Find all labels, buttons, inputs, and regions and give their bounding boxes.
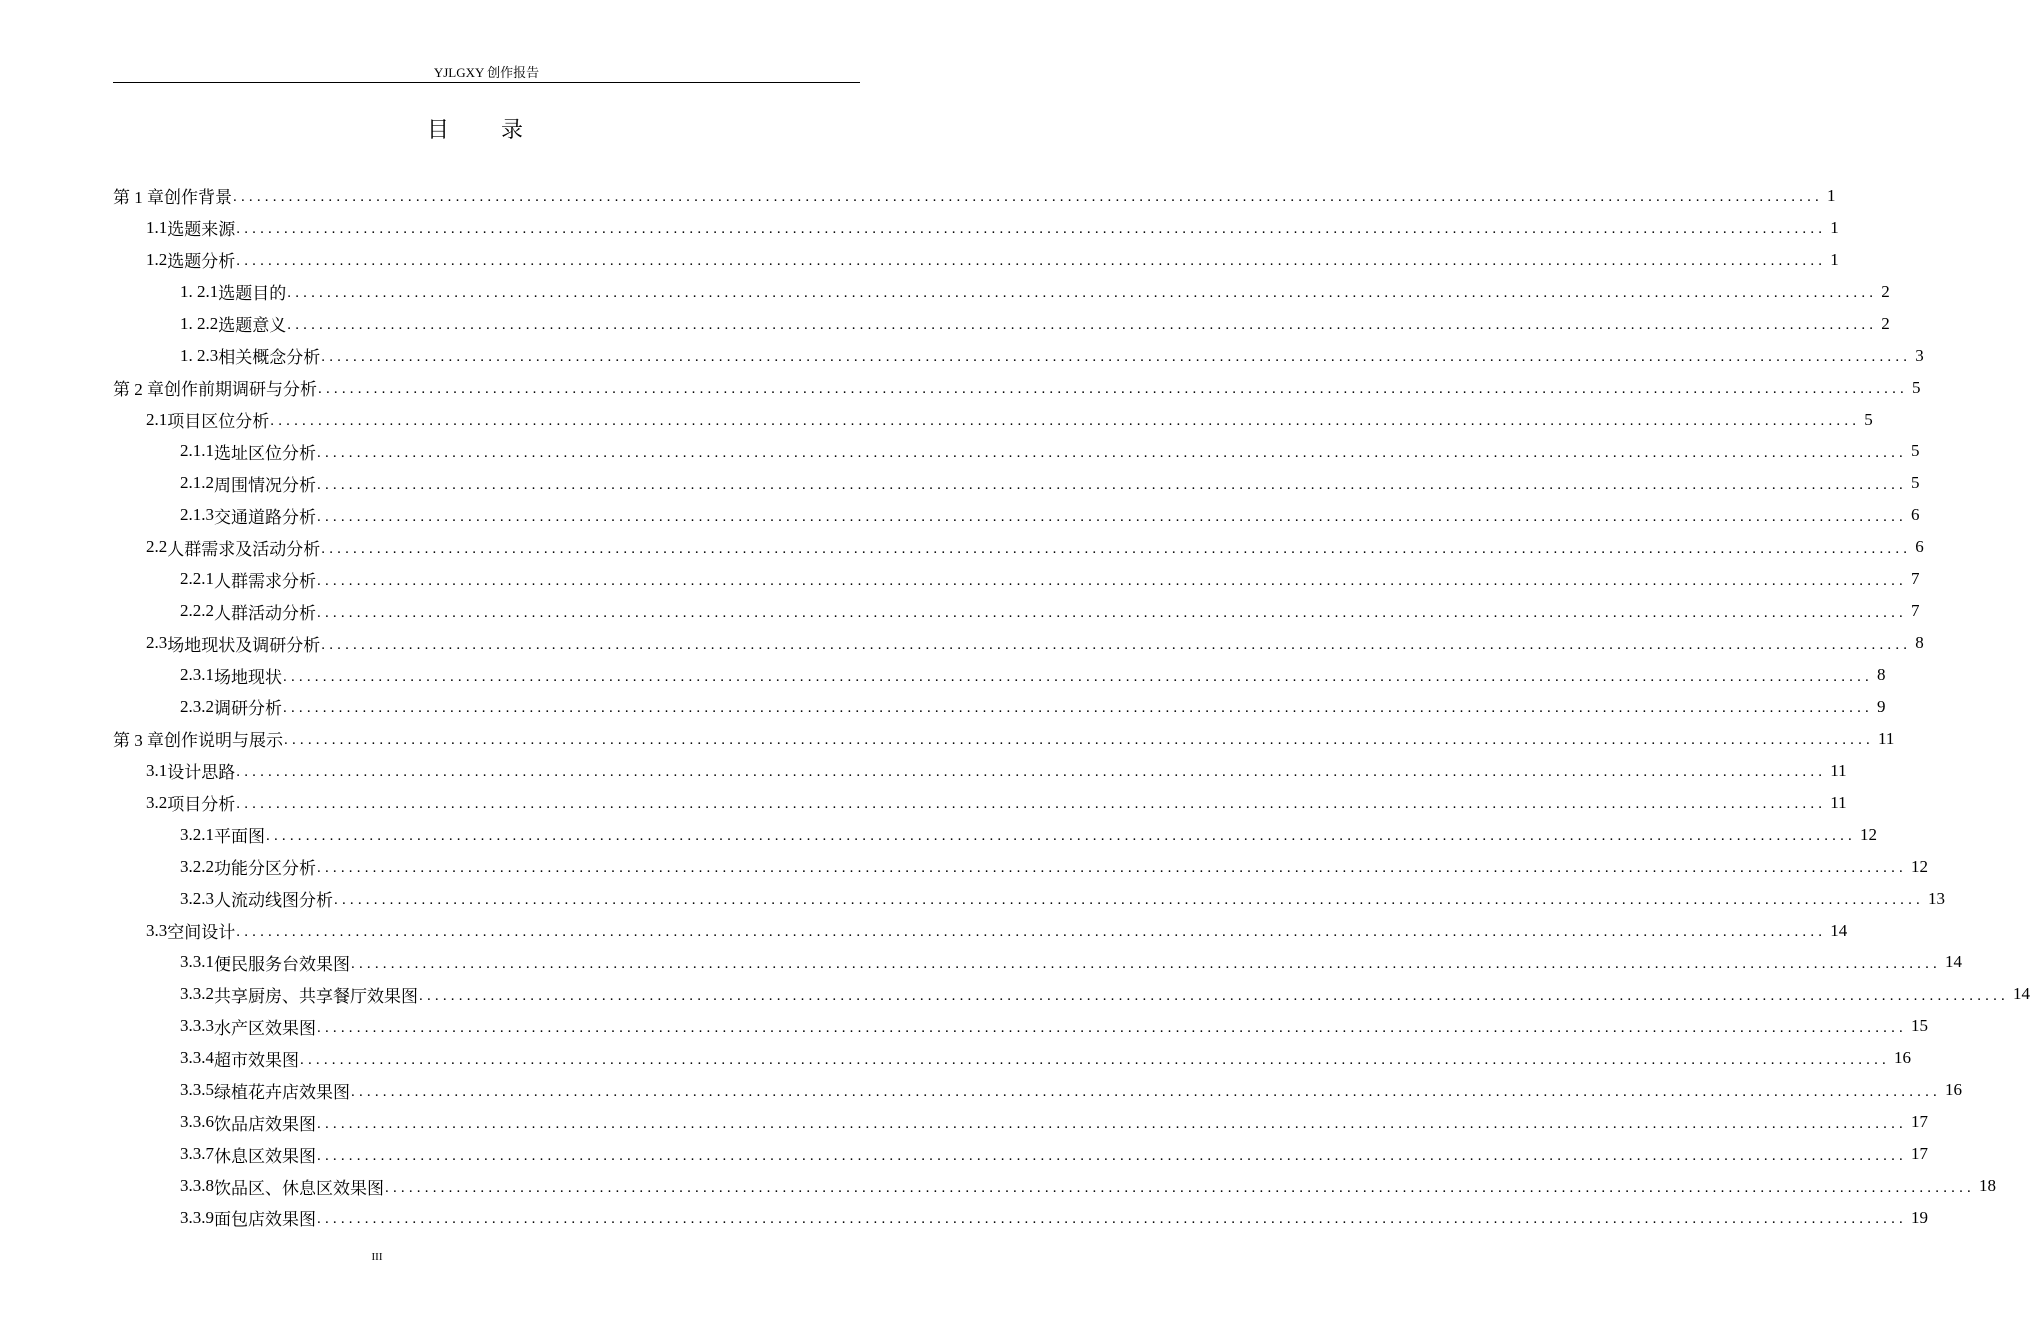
toc-entry-label: 绿植花卉店效果图 bbox=[214, 1082, 350, 1102]
toc-dot-leader: ........................................................................................................................................................................................................ bbox=[236, 764, 1827, 781]
toc-entry[interactable] bbox=[113, 340, 1924, 372]
toc-entry-number: 1. 2.3 bbox=[180, 345, 219, 365]
toc-entry[interactable] bbox=[113, 755, 1847, 787]
toc-entry[interactable] bbox=[113, 404, 1873, 436]
toc-entry-page: 7 bbox=[1911, 601, 1920, 621]
toc-entry[interactable] bbox=[113, 659, 1886, 691]
toc-entry-page: 6 bbox=[1911, 505, 1920, 525]
toc-entry-number: 2.2.2 bbox=[180, 601, 214, 621]
toc-entry-label: 休息区效果图 bbox=[214, 1146, 316, 1166]
toc-entry-number: 2.2.1 bbox=[180, 569, 214, 589]
toc-entry-label: 饮品区、休息区效果图 bbox=[214, 1178, 384, 1198]
toc-entry-label: 选题分析 bbox=[167, 252, 236, 272]
toc-entry-number: 1.2 bbox=[146, 249, 168, 269]
toc-entry-number: 1.1 bbox=[146, 217, 168, 237]
toc-entry[interactable] bbox=[113, 851, 1928, 883]
toc-dot-leader: ........................................................................................................................................................................................................ bbox=[317, 1147, 1907, 1164]
toc-entry-label: 面包店效果图 bbox=[214, 1210, 316, 1230]
toc-entry-label: 超市效果图 bbox=[214, 1050, 299, 1070]
toc-dot-leader: ........................................................................................................................................................................................................ bbox=[233, 189, 1823, 206]
toc-entry-number: 3.3.4 bbox=[180, 1048, 214, 1068]
toc-entry-page: 17 bbox=[1911, 1144, 1928, 1164]
toc-entry-number: 第 1 章 bbox=[113, 188, 164, 208]
toc-entry-label: 选题来源 bbox=[167, 220, 236, 240]
toc-dot-leader: ........................................................................................................................................................................................................ bbox=[284, 732, 1874, 749]
toc-entry-label: 选题意义 bbox=[218, 316, 287, 336]
toc-dot-leader: ........................................................................................................................................................................................................ bbox=[318, 381, 1908, 398]
toc-entry-label: 人群需求及活动分析 bbox=[167, 539, 321, 559]
toc-entry-page: 5 bbox=[1911, 441, 1920, 461]
toc-entry-page: 6 bbox=[1915, 537, 1924, 557]
toc-entry[interactable] bbox=[113, 436, 1920, 468]
toc-entry[interactable] bbox=[113, 531, 1924, 563]
toc-entry[interactable] bbox=[113, 372, 1921, 404]
toc-entry[interactable] bbox=[113, 180, 1836, 212]
toc-entry-number: 2.1.1 bbox=[180, 441, 214, 461]
toc-dot-leader: ........................................................................................................................................................................................................ bbox=[236, 796, 1827, 813]
toc-entry-label: 场地现状 bbox=[214, 667, 282, 687]
toc-entry[interactable] bbox=[113, 627, 1924, 659]
toc-entry-number: 1. 2.1 bbox=[180, 281, 219, 301]
toc-dot-leader: ........................................................................................................................................................................................................ bbox=[419, 987, 2009, 1004]
header-rule bbox=[113, 82, 860, 83]
toc-entry-page: 14 bbox=[1830, 920, 1848, 940]
toc-entry[interactable] bbox=[113, 563, 1920, 595]
toc-entry-page: 5 bbox=[1912, 377, 1921, 397]
toc-entry-page: 11 bbox=[1878, 728, 1895, 748]
toc-entry[interactable] bbox=[113, 308, 1890, 340]
table-of-contents bbox=[113, 180, 2030, 1234]
toc-entry[interactable] bbox=[113, 691, 1886, 723]
toc-entry-page: 5 bbox=[1864, 409, 1873, 429]
toc-entry-number: 2.1.3 bbox=[180, 505, 214, 525]
toc-entry[interactable] bbox=[113, 1042, 1911, 1074]
toc-entry-number: 2.1 bbox=[146, 409, 168, 429]
toc-entry-page: 11 bbox=[1830, 760, 1847, 780]
toc-dot-leader: ........................................................................................................................................................................................................ bbox=[317, 1019, 1907, 1036]
toc-entry-label: 人流动线图分析 bbox=[214, 891, 333, 911]
toc-entry-number: 2.2 bbox=[146, 537, 168, 557]
toc-entry-page: 1 bbox=[1830, 217, 1839, 237]
toc-dot-leader: ........................................................................................................................................................................................................ bbox=[321, 540, 1912, 557]
toc-entry[interactable] bbox=[113, 915, 1848, 947]
toc-entry-page: 8 bbox=[1877, 665, 1886, 685]
toc-entry-label: 共享厨房、共享餐厅效果图 bbox=[214, 986, 418, 1006]
toc-dot-leader: ........................................................................................................................................................................................................ bbox=[317, 572, 1907, 589]
toc-entry[interactable] bbox=[113, 467, 1920, 499]
toc-entry-page: 1 bbox=[1827, 185, 1836, 205]
toc-dot-leader: ........................................................................................................................................................................................................ bbox=[334, 892, 1924, 909]
toc-dot-leader: ........................................................................................................................................................................................................ bbox=[351, 955, 1941, 972]
toc-entry-label: 项目分析 bbox=[167, 795, 236, 815]
toc-title-char-1: 目 bbox=[426, 117, 449, 142]
toc-entry-label: 选题目的 bbox=[218, 284, 287, 304]
toc-entry-label: 周围情况分析 bbox=[214, 475, 316, 495]
toc-entry-number: 3.2.1 bbox=[180, 824, 214, 844]
toc-entry-page: 8 bbox=[1915, 633, 1924, 653]
toc-entry-label: 空间设计 bbox=[167, 923, 236, 943]
toc-entry-number: 2.3.1 bbox=[180, 665, 214, 685]
toc-entry-number: 2.3 bbox=[146, 633, 168, 653]
toc-entry-page: 14 bbox=[2013, 984, 2030, 1004]
toc-entry-label: 项目区位分析 bbox=[167, 412, 270, 432]
toc-entry-number: 3.2 bbox=[146, 792, 168, 812]
toc-entry[interactable] bbox=[113, 819, 1877, 851]
toc-entry-number: 3.3.3 bbox=[180, 1016, 214, 1036]
toc-entry[interactable] bbox=[113, 1138, 1928, 1170]
toc-entry-label: 功能分区分析 bbox=[214, 859, 316, 879]
toc-entry[interactable] bbox=[113, 883, 1945, 915]
toc-dot-leader: ........................................................................................................................................................................................................ bbox=[351, 1083, 1941, 1100]
toc-dot-leader: ........................................................................................................................................................................................................ bbox=[317, 508, 1907, 525]
toc-entry-page: 15 bbox=[1911, 1016, 1928, 1036]
toc-dot-leader: ........................................................................................................................................................................................................ bbox=[317, 444, 1907, 461]
toc-entry-number: 2.3.2 bbox=[180, 696, 214, 716]
toc-dot-leader: ........................................................................................................................................................................................................ bbox=[321, 636, 1912, 653]
toc-dot-leader: ........................................................................................................................................................................................................ bbox=[270, 413, 1861, 430]
toc-entry-page: 18 bbox=[1979, 1176, 1996, 1196]
toc-dot-leader: ........................................................................................................................................................................................................ bbox=[317, 1115, 1907, 1132]
toc-entry-page: 16 bbox=[1945, 1080, 1962, 1100]
toc-entry-page: 9 bbox=[1877, 696, 1886, 716]
toc-entry-number: 3.3.9 bbox=[180, 1207, 214, 1227]
toc-dot-leader: ........................................................................................................................................................................................................ bbox=[321, 349, 1912, 366]
toc-entry[interactable] bbox=[113, 244, 1839, 276]
toc-dot-leader: ........................................................................................................................................................................................................ bbox=[300, 1051, 1890, 1068]
toc-entry-label: 交通道路分析 bbox=[214, 507, 316, 527]
toc-dot-leader: ........................................................................................................................................................................................................ bbox=[236, 253, 1827, 270]
toc-entry-number: 2.1.2 bbox=[180, 473, 214, 493]
toc-entry-number: 第 2 章 bbox=[113, 380, 164, 400]
toc-entry-label: 便民服务台效果图 bbox=[214, 954, 350, 974]
toc-dot-leader: ........................................................................................................................................................................................................ bbox=[266, 828, 1856, 845]
toc-entry-label: 人群需求分析 bbox=[214, 571, 316, 591]
toc-entry-label: 设计思路 bbox=[167, 763, 236, 783]
toc-entry-page: 12 bbox=[1911, 856, 1928, 876]
toc-entry-number: 3.3 bbox=[146, 920, 168, 940]
toc-entry[interactable] bbox=[113, 595, 1920, 627]
toc-entry[interactable] bbox=[113, 723, 1895, 755]
toc-entry-page: 3 bbox=[1915, 345, 1924, 365]
toc-entry-label: 创作背景 bbox=[164, 188, 232, 208]
toc-entry[interactable] bbox=[113, 787, 1847, 819]
toc-entry-page: 19 bbox=[1911, 1207, 1928, 1227]
toc-entry-page: 2 bbox=[1881, 313, 1890, 333]
toc-dot-leader: ........................................................................................................................................................................................................ bbox=[317, 1211, 1907, 1228]
toc-entry-label: 人群活动分析 bbox=[214, 603, 316, 623]
toc-entry[interactable] bbox=[113, 276, 1890, 308]
toc-dot-leader: ........................................................................................................................................................................................................ bbox=[236, 221, 1827, 238]
toc-entry[interactable] bbox=[113, 1074, 1962, 1106]
toc-entry-label: 创作说明与展示 bbox=[164, 731, 283, 751]
toc-entry-label: 相关概念分析 bbox=[218, 348, 321, 368]
toc-title-char-2: 录 bbox=[501, 117, 524, 142]
toc-dot-leader: ........................................................................................................................................................................................................ bbox=[287, 285, 1878, 302]
toc-entry-label: 平面图 bbox=[214, 827, 265, 847]
toc-entry-label: 场地现状及调研分析 bbox=[167, 635, 321, 655]
toc-entry-label: 饮品店效果图 bbox=[214, 1114, 316, 1134]
toc-title bbox=[0, 114, 950, 146]
toc-entry-number: 3.1 bbox=[146, 760, 168, 780]
toc-entry-number: 3.2.2 bbox=[180, 856, 214, 876]
toc-dot-leader: ........................................................................................................................................................................................................ bbox=[317, 476, 1907, 493]
toc-entry[interactable] bbox=[113, 499, 1920, 531]
toc-entry-number: 3.3.7 bbox=[180, 1144, 214, 1164]
toc-entry-page: 2 bbox=[1881, 281, 1890, 301]
toc-entry-page: 12 bbox=[1860, 824, 1877, 844]
toc-entry-page: 5 bbox=[1911, 473, 1920, 493]
toc-dot-leader: ........................................................................................................................................................................................................ bbox=[283, 668, 1873, 685]
toc-entry-number: 3.3.2 bbox=[180, 984, 214, 1004]
toc-entry-page: 1 bbox=[1830, 249, 1839, 269]
toc-dot-leader: ........................................................................................................................................................................................................ bbox=[385, 1179, 1975, 1196]
toc-entry-number: 3.3.5 bbox=[180, 1080, 214, 1100]
toc-entry[interactable] bbox=[113, 1170, 1996, 1202]
toc-entry-number: 3.3.1 bbox=[180, 952, 214, 972]
toc-dot-leader: ........................................................................................................................................................................................................ bbox=[283, 700, 1873, 717]
toc-entry-label: 创作前期调研与分析 bbox=[164, 380, 317, 400]
toc-entry[interactable] bbox=[113, 1202, 1928, 1234]
toc-entry-page: 16 bbox=[1894, 1048, 1911, 1068]
toc-dot-leader: ........................................................................................................................................................................................................ bbox=[287, 317, 1878, 334]
toc-entry-page: 14 bbox=[1945, 952, 1962, 972]
running-header: YJLGXY 创作报告 bbox=[433, 65, 540, 80]
toc-entry[interactable] bbox=[113, 947, 1962, 979]
toc-entry-page: 7 bbox=[1911, 569, 1920, 589]
toc-dot-leader: ........................................................................................................................................................................................................ bbox=[236, 924, 1827, 941]
toc-entry-label: 水产区效果图 bbox=[214, 1018, 316, 1038]
toc-entry-number: 3.2.3 bbox=[180, 888, 214, 908]
toc-entry-page: 17 bbox=[1911, 1112, 1928, 1132]
toc-entry-number: 第 3 章 bbox=[113, 731, 164, 751]
toc-entry[interactable] bbox=[113, 1010, 1928, 1042]
toc-dot-leader: ........................................................................................................................................................................................................ bbox=[317, 860, 1907, 877]
toc-entry-number: 3.3.6 bbox=[180, 1112, 214, 1132]
toc-entry[interactable] bbox=[113, 978, 2030, 1010]
toc-entry-number: 3.3.8 bbox=[180, 1176, 214, 1196]
toc-entry[interactable] bbox=[113, 1106, 1928, 1138]
toc-entry-number: 1. 2.2 bbox=[180, 313, 219, 333]
toc-entry[interactable] bbox=[113, 212, 1839, 244]
toc-entry-page: 11 bbox=[1830, 792, 1847, 812]
toc-dot-leader: ........................................................................................................................................................................................................ bbox=[317, 604, 1907, 621]
toc-entry-label: 调研分析 bbox=[214, 699, 282, 719]
toc-entry-label: 选址区位分析 bbox=[214, 443, 316, 463]
toc-entry-page: 13 bbox=[1928, 888, 1945, 908]
page-number: III bbox=[371, 1251, 383, 1263]
